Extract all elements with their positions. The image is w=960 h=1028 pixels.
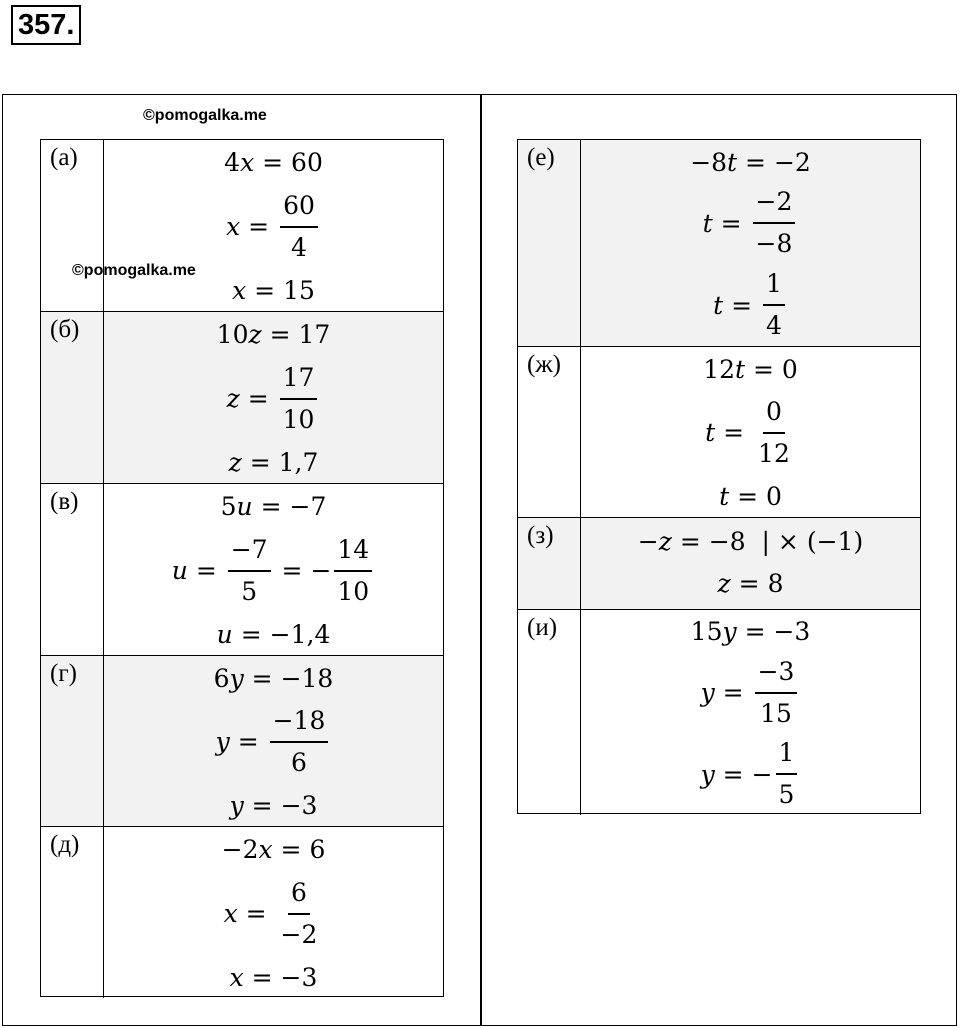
equation-line: 12t = 0 xyxy=(703,355,798,385)
equation-line: x = 15 xyxy=(232,275,315,305)
solution-row xyxy=(41,655,443,826)
denominator: 5 xyxy=(778,780,795,810)
solution-row xyxy=(41,483,443,655)
equation-line: z = 1,7 xyxy=(228,447,319,477)
solution-row xyxy=(518,346,920,517)
row-label: (и) xyxy=(518,610,581,815)
equation-line: x = −3 xyxy=(229,962,318,992)
fraction-equation-line: y = $\frac{-18}{6}$ xyxy=(216,700,332,785)
numerator: 1 xyxy=(776,735,798,775)
fraction-equation-line: u = $\frac{-7}{5}$ = − $\frac{14}{10}$ xyxy=(172,528,375,614)
column-divider xyxy=(480,94,482,1026)
fraction-equation-line: x = $\frac{60}{4}$ xyxy=(226,184,321,270)
fraction-equation-line: y = $\frac{-3}{15}$ xyxy=(701,652,801,734)
fraction-equation-line: t = $\frac{0}{12}$ xyxy=(705,391,796,476)
equation-line: u = −1,4 xyxy=(216,619,331,649)
solution-row xyxy=(41,140,443,311)
numerator: 17 xyxy=(280,360,318,400)
fraction xyxy=(755,654,798,732)
equation-line: 6y = −18 xyxy=(213,664,334,694)
row-label: (е) xyxy=(518,140,581,346)
equation-cell xyxy=(581,610,920,815)
fraction xyxy=(278,875,321,953)
fraction xyxy=(270,703,329,781)
row-label: (д) xyxy=(41,827,104,998)
numerator: −3 xyxy=(755,654,798,694)
denominator: 10 xyxy=(337,576,370,606)
denominator: −8 xyxy=(755,229,793,259)
equation-cell xyxy=(104,484,443,655)
solution-row xyxy=(518,140,920,346)
right-solutions-table xyxy=(517,139,921,814)
numerator: 6 xyxy=(288,875,310,915)
fraction xyxy=(763,266,785,344)
denominator: 4 xyxy=(291,232,307,262)
denominator: 12 xyxy=(758,438,790,468)
fraction-equation-line: z = $\frac{17}{10}$ xyxy=(227,356,321,442)
denominator: −2 xyxy=(280,919,318,949)
fraction-equation-line: y = − $\frac{1}{5}$ xyxy=(701,733,801,815)
equation-line: y = −3 xyxy=(229,790,318,820)
fraction xyxy=(755,394,793,472)
fraction-equation-line: t = $\frac{-2}{-8}$ xyxy=(703,182,799,264)
numerator: 14 xyxy=(334,532,372,572)
numerator: −18 xyxy=(270,703,329,743)
fraction xyxy=(280,360,318,438)
equation-line: 10z = 17 xyxy=(216,320,331,350)
task-number: 357. xyxy=(11,5,81,45)
equation-line: 4x = 60 xyxy=(224,148,323,178)
denominator: 6 xyxy=(291,747,307,777)
row-label: (г) xyxy=(41,656,104,826)
numerator: 1 xyxy=(763,266,785,306)
equation-cell xyxy=(104,656,443,826)
equation-line: t = 0 xyxy=(719,481,782,511)
fraction xyxy=(280,188,318,266)
numerator: −7 xyxy=(228,532,271,572)
solution-row xyxy=(518,517,920,609)
equation-cell xyxy=(581,518,920,609)
fraction xyxy=(228,532,271,610)
equation-line: −8t = −2 xyxy=(690,147,811,177)
fraction-equation-line: x = $\frac{6}{-2}$ xyxy=(224,871,324,957)
denominator: 15 xyxy=(760,698,792,728)
equation-cell xyxy=(104,140,443,311)
row-label: (з) xyxy=(518,518,581,609)
solution-row xyxy=(41,826,443,998)
solution-row xyxy=(41,311,443,483)
equation-line: z = 8 xyxy=(717,568,784,598)
equation-cell xyxy=(581,347,920,517)
equation-cell xyxy=(104,827,443,998)
equation-line: 15y = −3 xyxy=(690,617,811,647)
row-label: (а) xyxy=(41,140,104,311)
numerator: 0 xyxy=(763,394,785,434)
row-label: (в) xyxy=(41,484,104,655)
fraction xyxy=(776,735,798,813)
numerator: 60 xyxy=(280,188,318,228)
equation-cell xyxy=(104,312,443,483)
denominator: 4 xyxy=(766,311,782,340)
watermark-top: ©pomogalka.me xyxy=(143,107,267,124)
fraction xyxy=(753,184,796,262)
equation-line: 5u = −7 xyxy=(220,492,327,522)
numerator: −2 xyxy=(753,184,796,224)
solution-row xyxy=(518,609,920,815)
fraction-equation-line: t = $\frac{1}{4}$ xyxy=(713,264,788,346)
denominator: 5 xyxy=(241,576,258,606)
row-label: (б) xyxy=(41,312,104,483)
denominator: 10 xyxy=(282,404,315,434)
equation-line: −z = −8 | × (−1) xyxy=(637,526,864,556)
watermark-middle: ©pomogalka.me xyxy=(72,262,196,279)
equation-cell xyxy=(581,140,920,346)
equation-line: −2x = 6 xyxy=(221,835,326,865)
row-label: (ж) xyxy=(518,347,581,517)
fraction xyxy=(334,532,372,610)
